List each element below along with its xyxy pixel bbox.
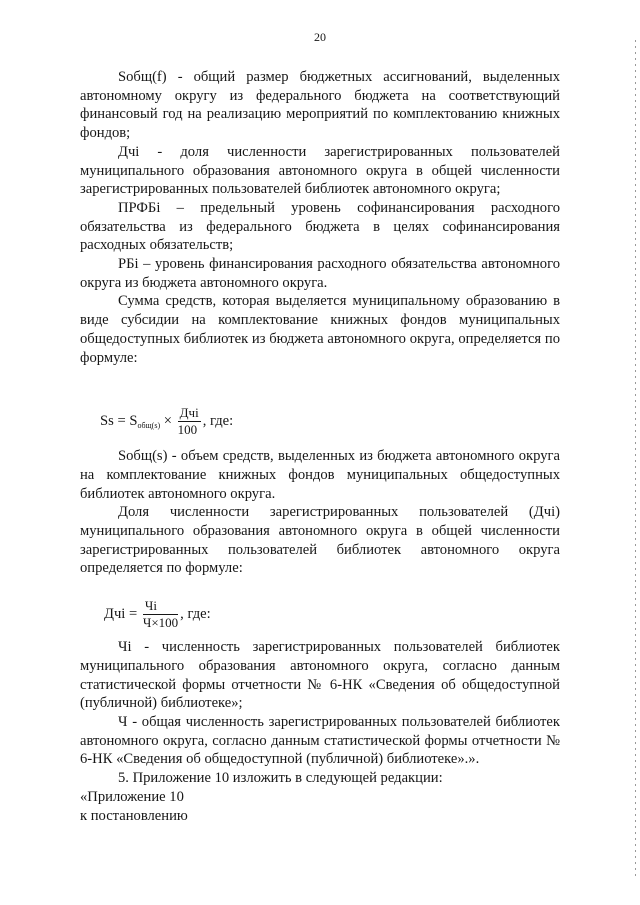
formula-dch-tail: , где:: [180, 606, 211, 623]
paragraph-ch-i: Чi - численность зарегистрированных пользователей библиотек муниципального образования автономного округа, согласно данным статистической формы отчетности № 6-НК «Сведения об общедоступной (публичной) библиотеке»;: [80, 639, 560, 712]
formula-dch-numerator: Чi: [143, 598, 178, 615]
scan-edge-mark: [635, 40, 636, 880]
formula-ss-fraction: [178, 405, 201, 438]
formula-dch-lhs: Дчi =: [104, 606, 138, 623]
formula-dch-denominator: Ч×100: [142, 615, 179, 631]
paragraph-subsidy-sum: Сумма средств, которая выделяется муниципальному образованию в виде субсидии на комплектование книжных фондов муниципальных общедоступных библиотек из бюджета автономного округа, определяется по формуле:: [80, 293, 560, 366]
formula-ss-numerator: Дчi: [179, 405, 199, 421]
paragraph-item-5: 5. Приложение 10 изложить в следующей редакции:: [118, 770, 443, 787]
appendix-subheading: к постановлению: [80, 807, 188, 824]
formula-ss-times: ×: [163, 413, 173, 430]
paragraph-ch-total: Ч - общая численность зарегистрированных пользователей библиотек автономного округа, согласно данным статистической формы отчетности № 6-НК «Сведения об общедоступной (публичной) библиотеке».».: [80, 713, 560, 768]
formula-ss-tail: , где:: [202, 413, 234, 430]
formula-ss-lhs: Ss = S: [100, 413, 138, 430]
formula-dch-fraction: [143, 598, 178, 631]
formula-ss-denominator: 100: [177, 422, 198, 438]
paragraph-prfb: ПРФБi – предельный уровень софинансирования расходного обязательства из федерального бюджета в целях софинансирования расходных обязательств;: [80, 199, 560, 254]
paragraph-rb: РБi – уровень финансирования расходного обязательства автономного округа из бюджета автономного округа.: [80, 256, 560, 291]
formula-ss-subscript: общ(s): [137, 421, 161, 431]
appendix-heading: «Приложение 10: [80, 788, 184, 805]
page-number: 20: [314, 30, 326, 44]
document-body: [80, 68, 560, 825]
paragraph-dch: Дчi - доля численности зарегистрированных пользователей муниципального образования автономного округа в общей численности зарегистрированных пользователей библиотек автономного округа;: [80, 143, 560, 198]
paragraph-share-definition: Доля численности зарегистрированных пользователей (Дчi) муниципального образования автономного округа в общей численности зарегистрированных пользователей библиотек автономного округа определяется по формуле:: [80, 504, 560, 577]
paragraph-sobsch-f: Sобщ(f) - общий размер бюджетных ассигнований, выделенных автономному округу из федерального бюджета на соответствующий финансовый год на реализацию мероприятий по комплектованию книжных фондов;: [80, 69, 560, 142]
formula-ss: [100, 405, 560, 438]
paragraph-sobsch-s: Sобщ(s) - объем средств, выделенных из бюджета автономного округа на комплектование книжных фондов муниципальных общедоступных библиотек автономного округа.: [80, 448, 560, 502]
